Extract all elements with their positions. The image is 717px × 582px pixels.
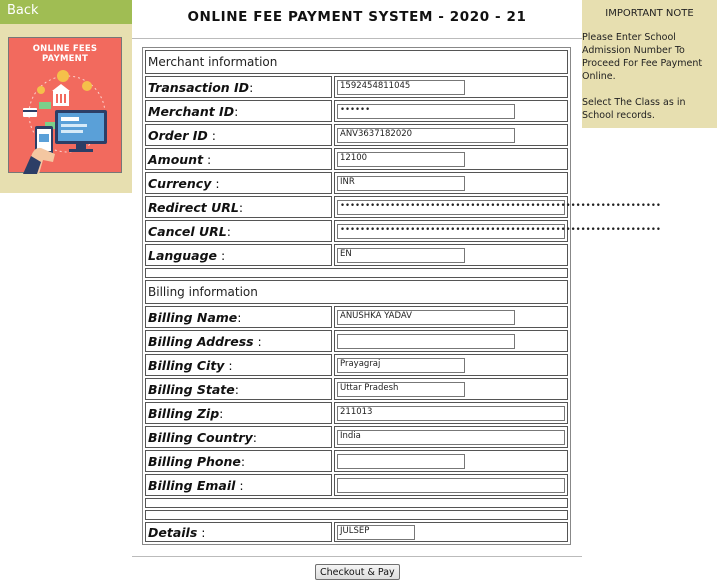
billing-zip-input[interactable]: 211013 [337,406,565,421]
billing-name-row: Billing Name: ANUSHKA YADAV [145,306,568,328]
billing-zip-row: Billing Zip: 211013 [145,402,568,424]
transaction-id-input[interactable]: 1592454811045 [337,80,465,95]
order-id-label: Order ID [148,127,208,143]
billing-city-row: Billing City : Prayagraj [145,354,568,376]
billing-email-input[interactable] [337,478,565,493]
left-panel [0,0,132,193]
back-link[interactable]: Back [7,3,39,18]
header-divider [132,38,582,39]
currency-label: Currency [148,175,212,191]
billing-state-label: Billing State [148,381,235,397]
currency-row: Currency : INR [145,172,568,194]
billing-phone-input[interactable] [337,454,465,469]
language-label: Language [148,247,218,263]
cancel-url-label: Cancel URL [148,223,227,239]
billing-email-row: Billing Email : [145,474,568,496]
amount-input[interactable]: 12100 [337,152,465,167]
order-id-row: Order ID : ANV3637182020 [145,124,568,146]
back-bar [0,0,132,24]
promo-title: ONLINE FEES PAYMENT [32,44,98,64]
billing-section-label: Billing information [145,280,568,304]
merchant-id-input[interactable]: •••••• [337,104,515,119]
cancel-url-row: Cancel URL: •••••••••••••••••••••••••••••••••••••••••••••••••••••••••••••••• [145,220,568,242]
redirect-url-row: Redirect URL: •••••••••••••••••••••••••••••••••••••••••••••••••••••••••••••••• [145,196,568,218]
billing-name-label: Billing Name [148,309,238,325]
billing-city-input[interactable]: Prayagraj [337,358,465,373]
promo-banner [8,37,122,173]
spacer-row [145,510,568,520]
amount-row: Amount : 12100 [145,148,568,170]
billing-country-label: Billing Country [148,429,253,445]
billing-phone-row: Billing Phone: [145,450,568,472]
billing-address-row: Billing Address : [145,330,568,352]
billing-name-input[interactable]: ANUSHKA YADAV [337,310,515,325]
billing-email-label: Billing Email [148,477,236,493]
billing-city-label: Billing City [148,357,225,373]
billing-address-input[interactable] [337,334,515,349]
page-title: ONLINE FEE PAYMENT SYSTEM - 2020 - 21 [187,9,527,25]
billing-phone-label: Billing Phone [148,453,241,469]
billing-zip-label: Billing Zip [148,405,220,421]
billing-state-row: Billing State: Uttar Pradesh [145,378,568,400]
cancel-url-input[interactable]: •••••••••••••••••••••••••••••••••••••••••••••••••••••••••••••••• [337,224,565,239]
spacer-row [145,498,568,508]
note-text [582,31,715,135]
billing-state-input[interactable]: Uttar Pradesh [337,382,465,397]
order-id-input[interactable]: ANV3637182020 [337,128,515,143]
note-title: IMPORTANT NOTE [605,8,694,19]
merchant-id-label: Merchant ID [148,103,235,119]
merchant-section-label: Merchant information [145,50,568,74]
billing-country-input[interactable]: India [337,430,565,445]
details-label: Details [148,524,198,540]
details-row: Details : JULSEP [145,522,568,542]
merchant-id-row: Merchant ID: •••••• [145,100,568,122]
amount-label: Amount [148,151,204,167]
billing-country-row: Billing Country: India [145,426,568,448]
note-line-class: Select The Class as in School records. [582,97,686,121]
important-note-panel [582,0,717,128]
transaction-id-label: Transaction ID [148,79,250,95]
online-payment-illustration-icon [9,38,123,174]
redirect-url-input[interactable]: •••••••••••••••••••••••••••••••••••••••••••••••••••••••••••••••• [337,200,565,215]
language-input[interactable]: EN [337,248,465,263]
checkout-pay-button[interactable]: Checkout & Pay [315,564,400,580]
details-input[interactable]: JULSEP [337,525,415,540]
language-row: Language : EN [145,244,568,266]
footer-divider [132,556,582,557]
billing-address-label: Billing Address [148,333,254,349]
spacer-row [145,268,568,278]
redirect-url-label: Redirect URL [148,199,239,215]
transaction-id-row: Transaction ID: 1592454811045 [145,76,568,98]
currency-input[interactable]: INR [337,176,465,191]
note-line-admission: Please Enter School Admission Number To Proceed For Fee Payment Online. [582,32,703,82]
